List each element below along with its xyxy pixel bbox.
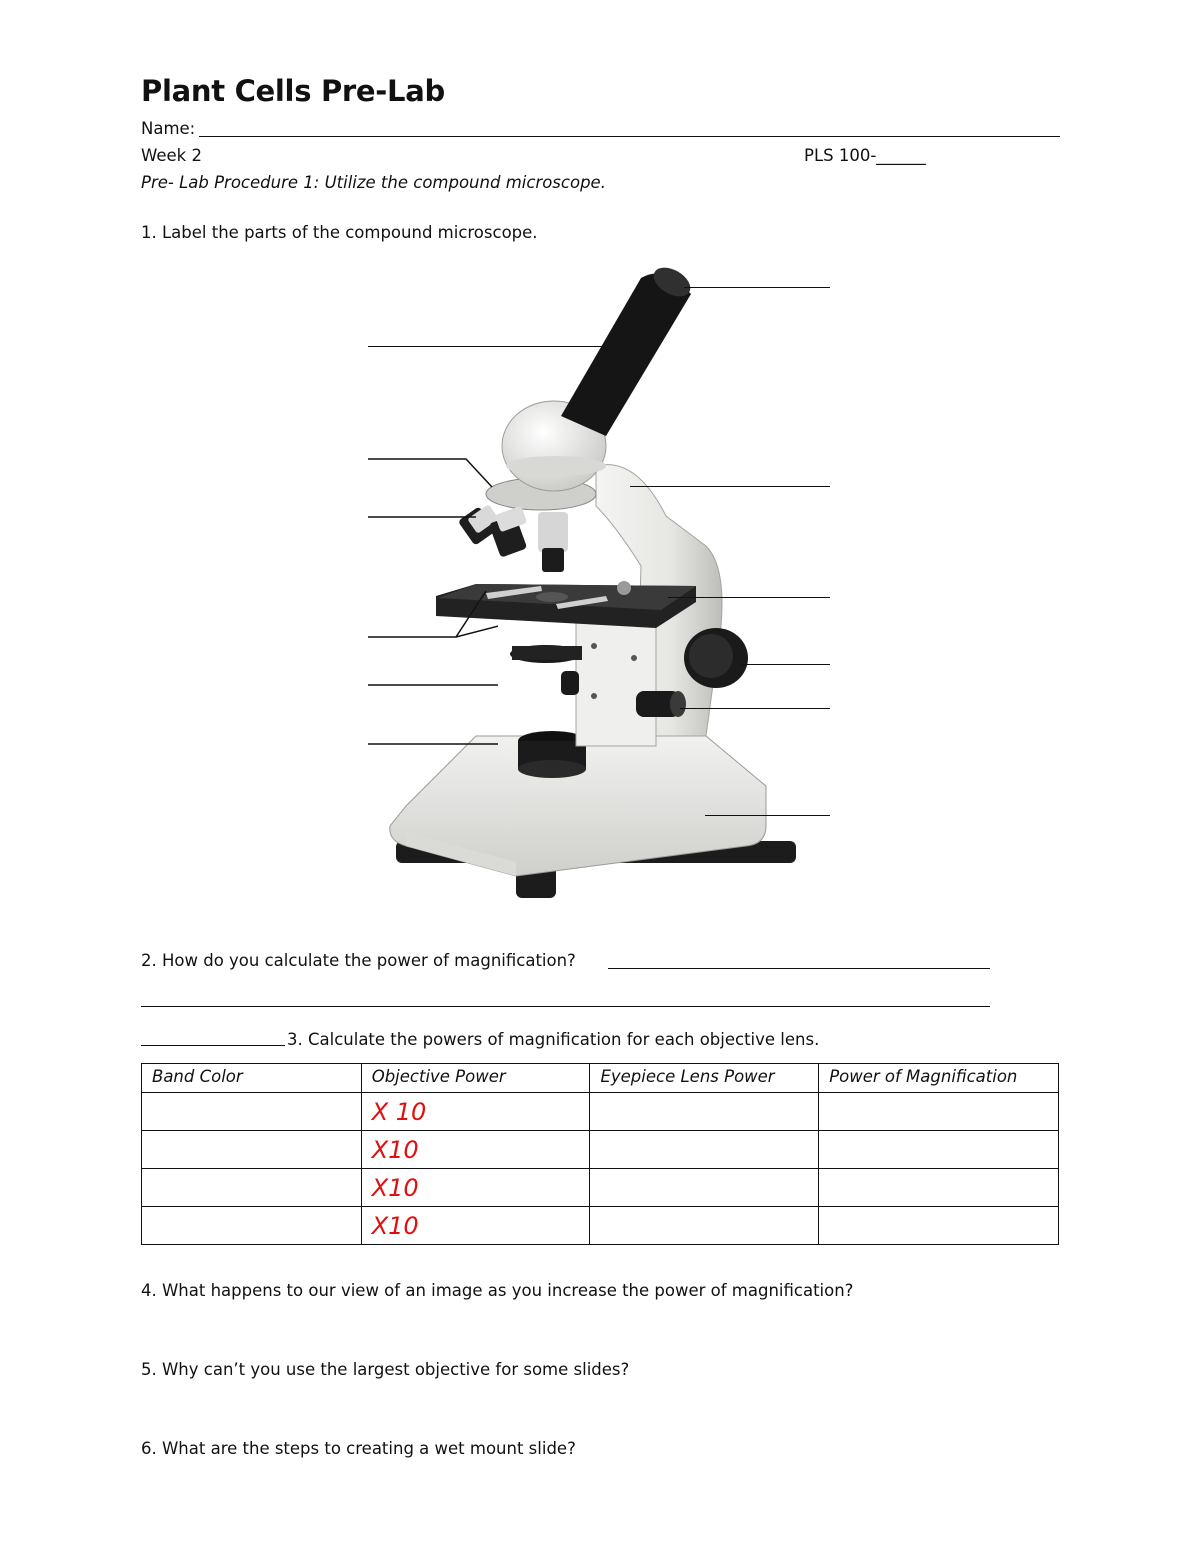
name-label: Name: bbox=[141, 119, 196, 138]
coarse-knob-face bbox=[689, 634, 733, 678]
fine-knob-face bbox=[670, 691, 686, 717]
objective-power-cell: X 10 bbox=[361, 1093, 590, 1131]
label-line-right-2[interactable] bbox=[630, 486, 830, 487]
label-line-right-5[interactable] bbox=[680, 708, 830, 709]
magnification-cell[interactable] bbox=[819, 1207, 1059, 1245]
magnification-cell[interactable] bbox=[819, 1131, 1059, 1169]
objective-power-cell: X10 bbox=[361, 1207, 590, 1245]
header-objective-power: Objective Power bbox=[361, 1064, 590, 1093]
objective-power-cell: X10 bbox=[361, 1169, 590, 1207]
clip-screw bbox=[617, 581, 631, 595]
screw-1 bbox=[591, 643, 597, 649]
answer-2-line-c[interactable] bbox=[141, 1045, 285, 1046]
question-5: 5. Why can’t you use the largest objective for some slides? bbox=[141, 1360, 630, 1379]
page-title: Plant Cells Pre-Lab bbox=[141, 74, 445, 108]
stage-aperture bbox=[536, 592, 568, 602]
head-ring bbox=[506, 456, 606, 476]
label-line-right-1[interactable] bbox=[684, 287, 830, 288]
magnification-cell[interactable] bbox=[819, 1093, 1059, 1131]
eyepiece-power-cell[interactable] bbox=[590, 1093, 819, 1131]
table-header-row bbox=[142, 1064, 1059, 1093]
question-2: 2. How do you calculate the power of magnification? bbox=[141, 951, 576, 970]
eyepiece-tube bbox=[561, 273, 691, 436]
header-band-color: Band Color bbox=[142, 1064, 362, 1093]
condenser bbox=[512, 646, 582, 660]
table-row bbox=[142, 1131, 1059, 1169]
magnification-cell[interactable] bbox=[819, 1169, 1059, 1207]
band-color-cell[interactable] bbox=[142, 1169, 362, 1207]
question-6: 6. What are the steps to creating a wet mount slide? bbox=[141, 1439, 576, 1458]
left-leader-lines bbox=[368, 455, 498, 745]
procedure-heading: Pre- Lab Procedure 1: Utilize the compound microscope. bbox=[141, 173, 606, 192]
table-row bbox=[142, 1093, 1059, 1131]
label-line-right-6[interactable] bbox=[705, 815, 830, 816]
band-color-cell[interactable] bbox=[142, 1093, 362, 1131]
band-color-cell[interactable] bbox=[142, 1131, 362, 1169]
label-line-right-4[interactable] bbox=[742, 664, 830, 665]
question-3: 3. Calculate the powers of magnification for each objective lens. bbox=[287, 1030, 820, 1049]
band-color-cell[interactable] bbox=[142, 1207, 362, 1245]
question-1: 1. Label the parts of the compound microscope. bbox=[141, 223, 538, 242]
eyepiece-power-cell[interactable] bbox=[590, 1169, 819, 1207]
eyepiece-power-cell[interactable] bbox=[590, 1207, 819, 1245]
question-4: 4. What happens to our view of an image as you increase the power of magnification? bbox=[141, 1281, 854, 1300]
course-label: PLS 100-______ bbox=[804, 146, 926, 165]
light-bottom bbox=[518, 760, 586, 778]
table-row bbox=[142, 1207, 1059, 1245]
table-row bbox=[142, 1169, 1059, 1207]
answer-2-line-b[interactable] bbox=[141, 1006, 990, 1007]
header-eyepiece-lens-power: Eyepiece Lens Power bbox=[590, 1064, 819, 1093]
label-line-right-3[interactable] bbox=[668, 597, 830, 598]
label-line-left-1[interactable] bbox=[368, 346, 604, 347]
left-knob bbox=[561, 671, 579, 695]
screw-3 bbox=[631, 655, 637, 661]
screw-2 bbox=[591, 693, 597, 699]
eyepiece-power-cell[interactable] bbox=[590, 1131, 819, 1169]
header-power-of-magnification: Power of Magnification bbox=[819, 1064, 1059, 1093]
answer-2-line-a[interactable] bbox=[608, 968, 990, 969]
magnification-table bbox=[141, 1063, 1059, 1245]
name-field-line[interactable] bbox=[199, 136, 1060, 137]
week-label: Week 2 bbox=[141, 146, 202, 165]
objective-power-cell: X10 bbox=[361, 1131, 590, 1169]
